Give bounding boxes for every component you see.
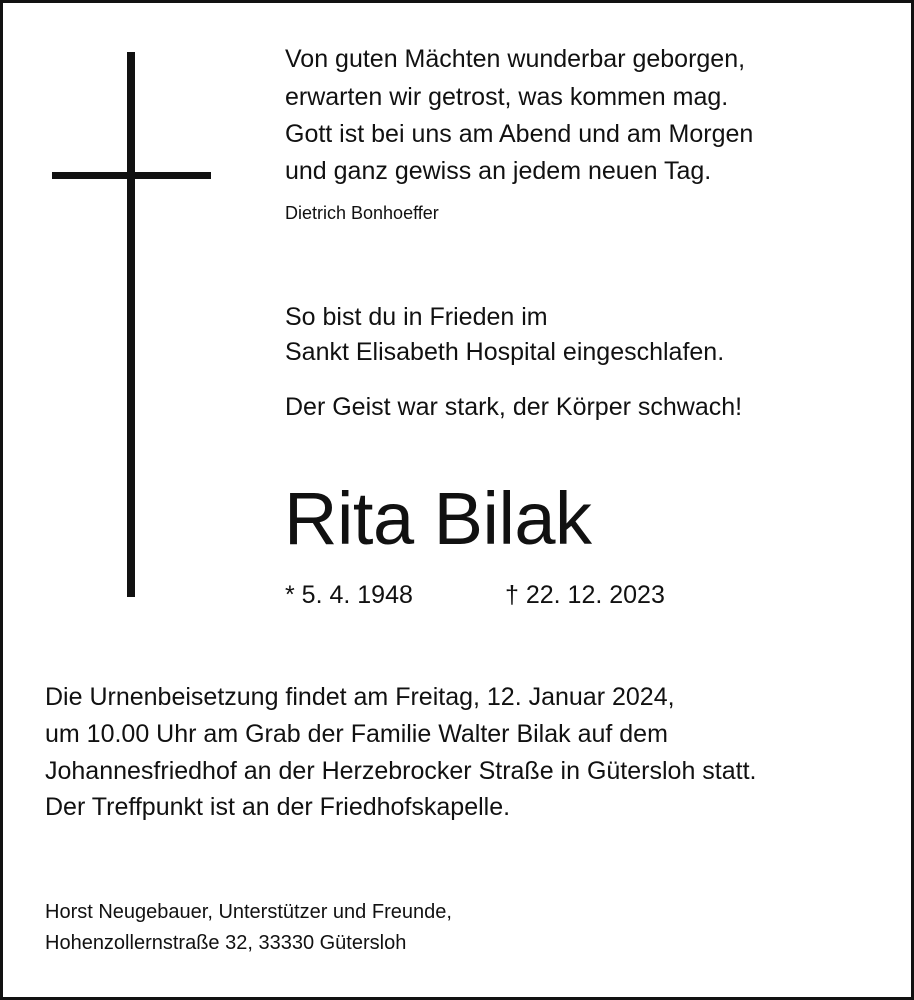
ceremony-line: Der Treffpunkt ist an der Friedhofskapelle.: [45, 793, 511, 821]
quote-author: Dietrich Bonhoeffer: [285, 203, 439, 223]
ceremony-line: um 10.00 Uhr am Grab der Familie Walter Bilak auf dem: [45, 720, 668, 748]
message-line: Sankt Elisabeth Hospital eingeschlafen.: [285, 338, 725, 366]
cross-vertical-bar: [127, 52, 135, 597]
quote-line: erwarten wir getrost, was kommen mag.: [285, 83, 729, 111]
quote-line: Von guten Mächten wunderbar geborgen,: [285, 45, 746, 73]
birth-date: * 5. 4. 1948: [285, 581, 413, 609]
deceased-name: Rita Bilak: [284, 477, 592, 560]
quote-line: Gott ist bei uns am Abend und am Morgen: [285, 120, 754, 148]
ceremony-line: Die Urnenbeisetzung findet am Freitag, 12. Januar 2024,: [45, 683, 675, 711]
signature-line: Horst Neugebauer, Unterstützer und Freunde,: [45, 901, 452, 923]
quote-line: und ganz gewiss an jedem neuen Tag.: [285, 157, 712, 185]
cross-horizontal-bar: [52, 172, 211, 179]
message-line: So bist du in Frieden im: [285, 303, 548, 331]
death-date: † 22. 12. 2023: [505, 581, 665, 609]
message-exclamation: Der Geist war stark, der Körper schwach!: [285, 393, 743, 421]
signature-line: Hohenzollernstraße 32, 33330 Gütersloh: [45, 932, 407, 954]
ceremony-line: Johannesfriedhof an der Herzebrocker Straße in Gütersloh statt.: [45, 757, 757, 785]
